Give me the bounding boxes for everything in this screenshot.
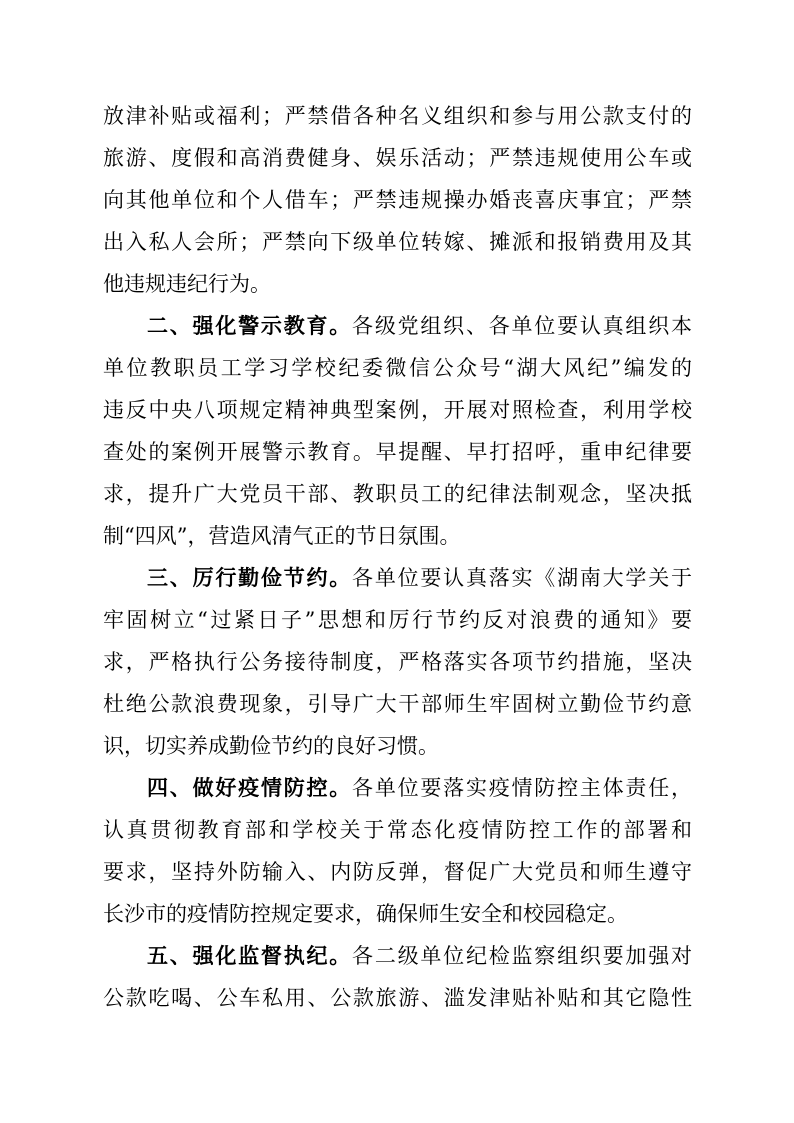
paragraph-1 [103,95,692,305]
text-run: 旅游、度假和高消费健身、娱乐活动；严禁违规使用公车或 [103,146,692,170]
text-line [103,809,692,851]
text-run: 牢固树立“过紧日子”思想和厉行节约反对浪费的通知》要 [103,608,692,632]
text-run: 求，严格执行公务接待制度，严格落实各项节约措施，坚决 [103,650,692,674]
text-line [103,893,692,935]
section-heading-run: 五、强化监督执纪。 [147,943,353,968]
document-body [103,95,692,1019]
text-line [103,221,692,263]
text-line [103,305,692,347]
text-line [103,935,692,977]
text-line [103,473,692,515]
text-line [103,683,692,725]
text-run: 长沙市的疫情防控规定要求，确保师生安全和校园稳定。 [103,902,628,926]
text-run: 他违规违纪行为。 [103,272,271,296]
section-heading-run: 四、做好疫情防控。 [147,775,353,800]
text-line [103,389,692,431]
text-line [103,515,692,557]
paragraph-5 [103,935,692,1019]
text-line [103,557,692,599]
text-run: 向其他单位和个人借车；严禁违规操办婚丧喜庆事宜；严禁 [103,188,692,212]
text-line [103,725,692,767]
text-line [103,767,692,809]
text-line [103,599,692,641]
text-line [103,347,692,389]
text-line [103,431,692,473]
text-run: 各单位要落实疫情防控主体责任， [352,776,693,800]
text-run: 制“四风”，营造风清气正的节日氛围。 [103,524,461,548]
text-run: 违反中央八项规定精神典型案例，开展对照检查，利用学校 [103,398,692,422]
section-heading-run: 三、厉行勤俭节约。 [147,565,353,590]
text-line [103,137,692,179]
text-run: 求，提升广大党员干部、教职员工的纪律法制观念，坚决抵 [103,482,692,506]
text-line [103,977,692,1019]
section-heading-run: 二、强化警示教育。 [147,313,353,338]
text-line [103,851,692,893]
text-line [103,641,692,683]
text-run: 各级党组织、各单位要认真组织本 [352,314,693,338]
text-run: 各二级单位纪检监察组织要加强对 [352,944,693,968]
text-run: 识，切实养成勤俭节约的良好习惯。 [103,734,439,758]
paragraph-3 [103,557,692,767]
text-run: 出入私人会所；严禁向下级单位转嫁、摊派和报销费用及其 [103,230,692,254]
text-line [103,263,692,305]
text-run: 认真贯彻教育部和学校关于常态化疫情防控工作的部署和 [103,818,692,842]
text-run: 杜绝公款浪费现象，引导广大干部师生牢固树立勤俭节约意 [103,692,692,716]
text-run: 要求，坚持外防输入、内防反弹，督促广大党员和师生遵守 [103,860,692,884]
text-run: 公款吃喝、公车私用、公款旅游、滥发津贴补贴和其它隐性 [103,986,692,1010]
text-run: 查处的案例开展警示教育。早提醒、早打招呼，重申纪律要 [103,440,692,464]
text-run: 各单位要认真落实《湖南大学关于 [352,566,693,590]
paragraph-2 [103,305,692,557]
text-line [103,95,692,137]
text-line [103,179,692,221]
text-run: 单位教职员工学习学校纪委微信公众号“湖大风纪”编发的 [103,356,692,380]
paragraph-4 [103,767,692,935]
text-run: 放津补贴或福利；严禁借各种名义组织和参与用公款支付的 [103,104,692,128]
